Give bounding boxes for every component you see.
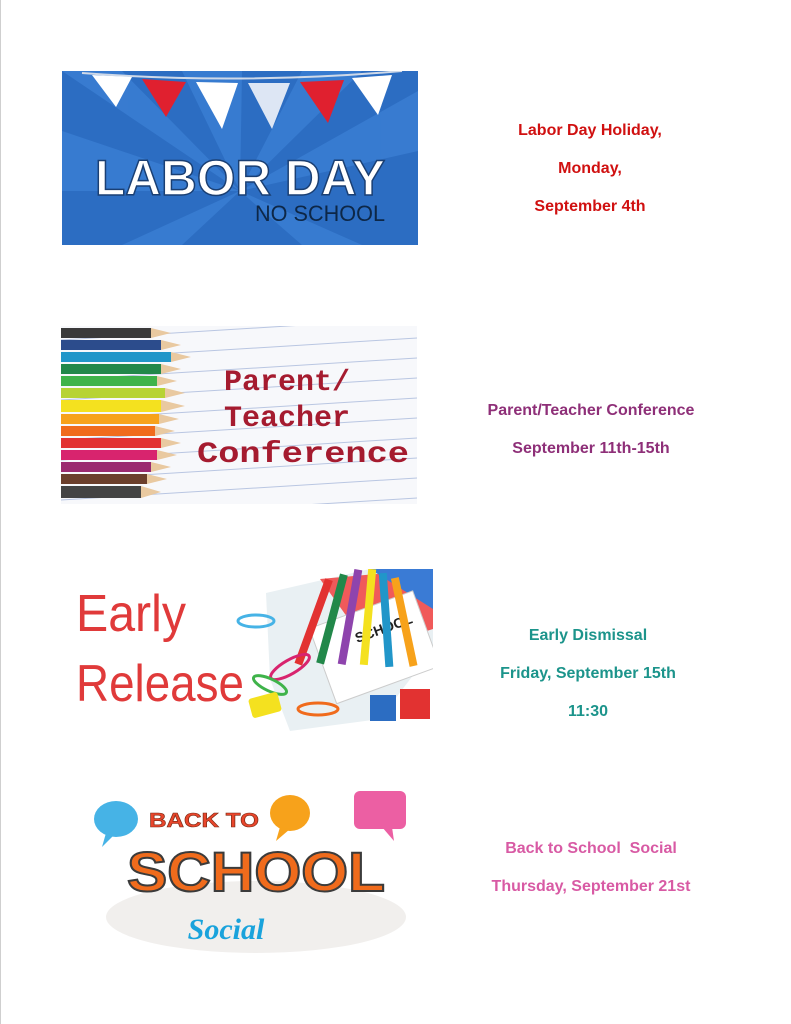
school-title: SCHOOL — [127, 840, 385, 903]
labor-day-line: Labor Day Holiday, — [518, 122, 662, 139]
back-to-school-banner — [92, 787, 420, 959]
back-to-title: BACK TO — [149, 810, 259, 832]
conference-details — [460, 392, 722, 468]
early-release-graphic — [70, 569, 433, 731]
social-line: Back to School Social — [505, 840, 677, 857]
social-title: Social — [187, 913, 265, 946]
conference-title-line1: Parent/ — [223, 366, 351, 400]
conference-line: Parent/Teacher Conference — [487, 402, 695, 419]
social-details — [470, 830, 712, 906]
page-border — [0, 0, 1, 1024]
early-release-line: 11:30 — [567, 703, 609, 720]
conference-title-line2: Teacher — [223, 402, 351, 436]
early-release-banner — [70, 569, 433, 731]
labor-day-banner — [62, 71, 418, 245]
social-line: Thursday, September 21st — [491, 878, 691, 895]
early-release-line: Friday, September 15th — [500, 665, 676, 682]
labor-day-graphic — [62, 71, 418, 245]
early-release-details — [470, 617, 706, 731]
labor-day-details — [470, 112, 710, 226]
labor-day-subtitle: NO SCHOOL — [255, 201, 385, 226]
early-release-line: Early Dismissal — [528, 627, 648, 644]
conference-graphic — [61, 326, 417, 504]
early-release-title-line1: Early — [76, 585, 186, 643]
conference-banner — [61, 326, 417, 504]
conference-title-line3: Conference — [197, 438, 409, 472]
back-to-school-graphic — [92, 787, 420, 959]
labor-day-title: LABOR DAY — [95, 150, 385, 206]
conference-line: September 11th-15th — [512, 440, 670, 457]
early-release-title-line2: Release — [76, 655, 244, 713]
labor-day-line: Monday, — [558, 160, 622, 177]
labor-day-line: September 4th — [534, 198, 646, 215]
